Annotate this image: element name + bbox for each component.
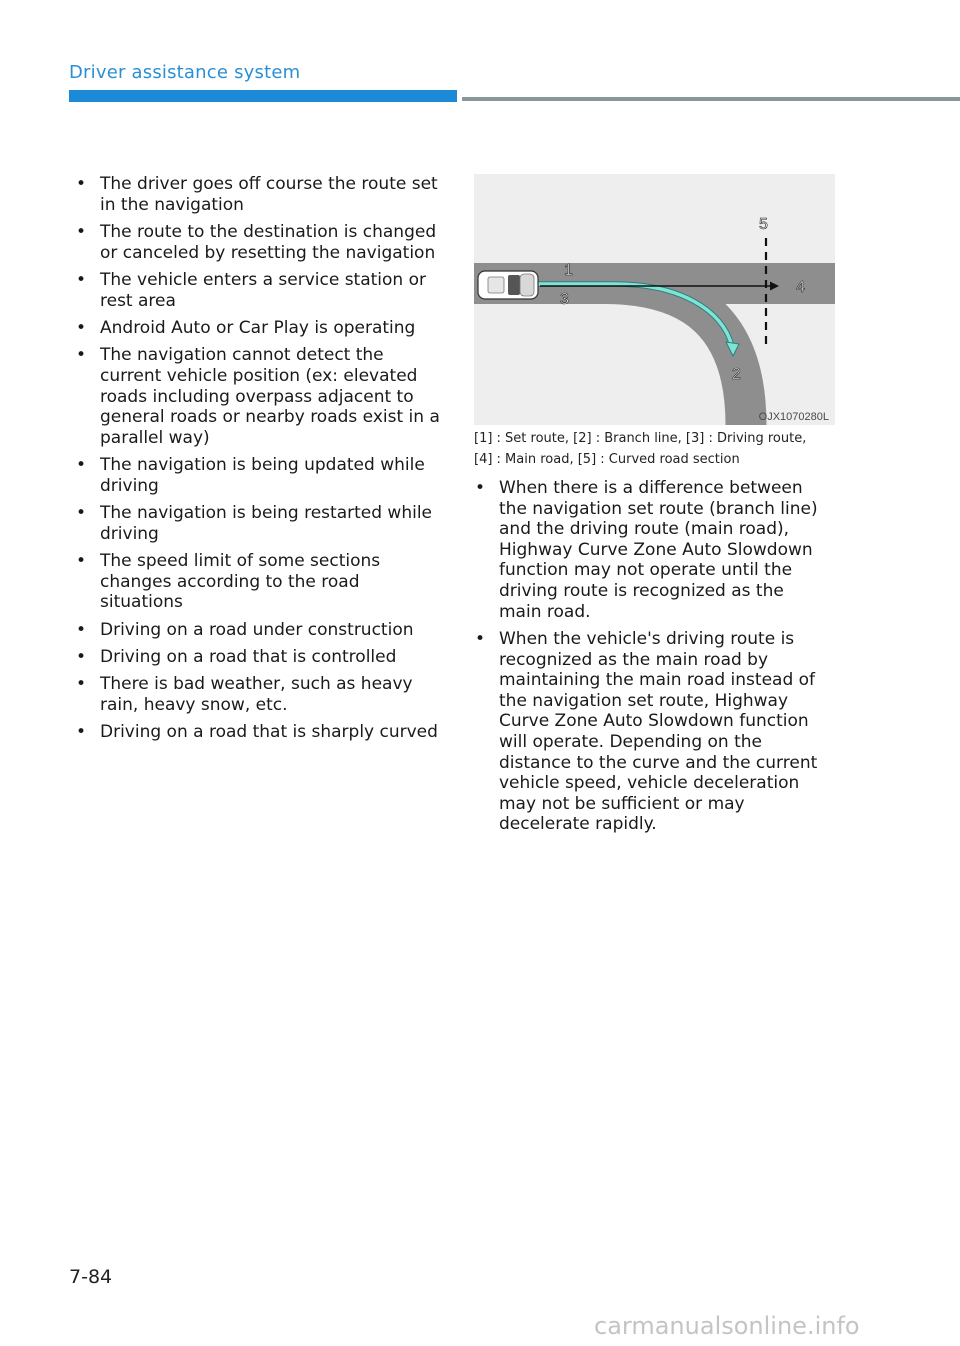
route-diagram-svg bbox=[474, 174, 835, 425]
header-rule-blue bbox=[69, 90, 457, 102]
list-item: • The navigation is being restarted while driving bbox=[76, 503, 433, 544]
list-item: • The navigation cannot detect the current vehicle position (ex: elevated roads including overpass adjacent to general roads or nearby roads exist in a parallel way) bbox=[76, 345, 440, 448]
list-item: • The route to the destination is changed or canceled by resetting the navigation bbox=[76, 221, 437, 263]
figure-caption bbox=[474, 428, 854, 470]
right-bullet-list bbox=[468, 478, 828, 842]
list-item: • When there is a difference between the navigation set route (branch line) and the driving route (main road), Highway Curve Zone Auto Slowdown function may not operate until the driving route is recognized as the main road. bbox=[475, 478, 818, 622]
marker-1: 1 bbox=[564, 262, 573, 279]
list-item: • The driver goes off course the route set in the navigation bbox=[76, 174, 438, 215]
list-item: • There is bad weather, such as heavy rain, heavy snow, etc. bbox=[76, 674, 413, 716]
section-title: Driver assistance system bbox=[69, 62, 301, 83]
marker-5: 5 bbox=[759, 216, 768, 233]
marker-4: 4 bbox=[796, 279, 805, 296]
list-item: • When the vehicle's driving route is recognized as the main road by maintaining the main road instead of the navigation set route, Highway Curve Zone Auto Slowdown function will operate. Depending on the distance to the curve and the current vehicle speed, vehicle deceleration may not be sufficient or may decelerate rapidly. bbox=[475, 628, 818, 835]
header-rule-grey bbox=[462, 97, 960, 101]
page-number: 7-84 bbox=[69, 1266, 113, 1288]
list-item: • Driving on a road that is sharply curved bbox=[76, 722, 438, 743]
marker-2: 2 bbox=[732, 366, 741, 383]
route-diagram bbox=[474, 174, 835, 425]
left-bullet-list bbox=[69, 174, 444, 750]
car-icon bbox=[478, 271, 538, 299]
list-item: • Android Auto or Car Play is operating bbox=[76, 317, 416, 338]
caption-line: [1] : Set route, [2] : Branch line, [3] : Driving route, bbox=[474, 431, 807, 446]
list-item: • Driving on a road under construction bbox=[76, 619, 414, 640]
list-item: • The vehicle enters a service station or rest area bbox=[76, 269, 426, 311]
list-item: • The navigation is being updated while driving bbox=[76, 455, 425, 496]
caption-line: [4] : Main road, [5] : Curved road section bbox=[474, 452, 740, 467]
list-item: • The speed limit of some sections changes according to the road situations bbox=[76, 551, 381, 613]
list-item: • Driving on a road that is controlled bbox=[76, 647, 397, 668]
figure-code: OJX1070280L bbox=[758, 411, 829, 423]
marker-3: 3 bbox=[560, 291, 569, 308]
watermark: carmanualsonline.info bbox=[594, 1312, 860, 1340]
